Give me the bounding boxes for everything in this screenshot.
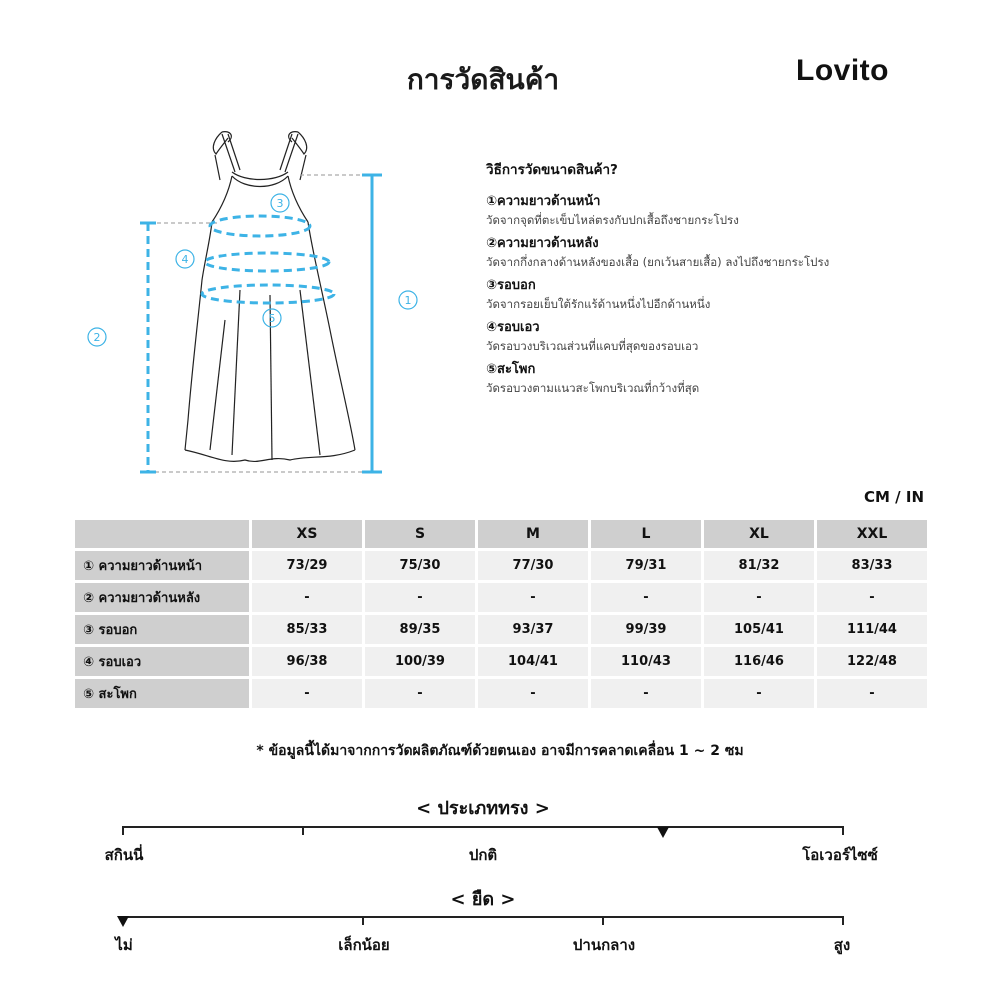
- marker-4: [176, 250, 194, 268]
- marker-1: [399, 291, 417, 309]
- brand-logo: Lovito: [796, 54, 889, 87]
- page-title: การวัดสินค้า: [406, 63, 560, 96]
- stretch-scale-title: < ยืด >: [450, 889, 516, 910]
- fit-scale-tick: [302, 826, 304, 835]
- table-cell: 75/30: [365, 551, 475, 580]
- measurement-lines: [140, 175, 382, 472]
- stretch-scale-tick: [602, 916, 604, 925]
- table-cell: -: [704, 679, 814, 708]
- dress-measurement-illustration: [60, 120, 480, 490]
- marker-2-label: 2: [93, 331, 101, 344]
- table-cell: -: [478, 583, 588, 612]
- row-label: ③ รอบอก: [75, 615, 249, 644]
- size-header: S: [365, 520, 475, 548]
- table-corner: [75, 520, 249, 548]
- instruction-title: ③รอบอก: [486, 278, 536, 293]
- fit-scale-tick: [122, 826, 124, 835]
- instruction-desc: วัดจากรอยเย็บใต้รักแร้ด้านหนึ่งไปอีกด้านหนึ่ง: [486, 297, 711, 311]
- marker-4-label: 4: [181, 253, 189, 266]
- table-cell: 116/46: [704, 647, 814, 676]
- stretch-selected-marker: [117, 916, 129, 927]
- table-cell: 89/35: [365, 615, 475, 644]
- table-cell: 104/41: [478, 647, 588, 676]
- table-cell: 100/39: [365, 647, 475, 676]
- table-cell: -: [365, 583, 475, 612]
- marker-5-label: 5: [268, 312, 276, 325]
- instruction-desc: วัดรอบวงบริเวณส่วนที่แคบที่สุดของรอบเอว: [486, 339, 699, 353]
- row-label: ② ความยาวด้านหลัง: [75, 583, 249, 612]
- table-cell: 122/48: [817, 647, 927, 676]
- unit-label: CM / IN: [864, 488, 924, 506]
- size-header: XS: [252, 520, 362, 548]
- instruction-item: [486, 234, 966, 270]
- guide-lines: [148, 175, 372, 472]
- instruction-item: [486, 276, 966, 312]
- marker-1-label: 1: [404, 294, 412, 307]
- table-cell: 93/37: [478, 615, 588, 644]
- table-row: [75, 615, 927, 644]
- instruction-item: [486, 360, 966, 396]
- instruction-title: ②ความยาวด้านหลัง: [486, 236, 599, 251]
- instruction-title: ⑤สะโพก: [486, 362, 536, 377]
- row-label: ⑤ สะโพก: [75, 679, 249, 708]
- table-cell: -: [817, 679, 927, 708]
- instructions-heading: วิธีการวัดขนาดสินค้า?: [486, 162, 618, 178]
- stretch-label-slight: เล็กน้อย: [338, 936, 390, 954]
- instruction-desc: วัดรอบวงตามแนวสะโพกบริเวณที่กว้างที่สุด: [486, 381, 700, 395]
- fit-scale-title: < ประเภททรง >: [416, 798, 550, 819]
- fit-selected-marker: [657, 827, 669, 838]
- stretch-scale-tick: [842, 916, 844, 925]
- fit-scale-line: [123, 826, 843, 828]
- table-row: [75, 583, 927, 612]
- table-row: [75, 551, 927, 580]
- size-header: M: [478, 520, 588, 548]
- instruction-item: [486, 318, 966, 354]
- stretch-label-high: สูง: [833, 936, 851, 954]
- table-cell: 99/39: [591, 615, 701, 644]
- instruction-item: [486, 192, 966, 228]
- table-cell: 81/32: [704, 551, 814, 580]
- table-cell: 85/33: [252, 615, 362, 644]
- marker-5: [263, 309, 281, 327]
- table-cell: -: [252, 583, 362, 612]
- marker-3: [271, 194, 289, 212]
- marker-2: [88, 328, 106, 346]
- table-cell: 96/38: [252, 647, 362, 676]
- stretch-label-none: ไม่: [115, 936, 133, 954]
- stretch-scale-tick: [362, 916, 364, 925]
- fit-label-regular: ปกติ: [468, 846, 498, 864]
- table-cell: -: [591, 583, 701, 612]
- table-cell: 79/31: [591, 551, 701, 580]
- instruction-desc: วัดจากกึ่งกลางด้านหลังของเสื้อ (ยกเว้นสายเสื้อ) ลงไปถึงชายกระโปรง: [486, 255, 830, 269]
- row-label: ④ รอบเอว: [75, 647, 249, 676]
- instruction-desc: วัดจากจุดที่ตะเข็บไหล่ตรงกับปกเสื้อถึงชายกระโปรง: [486, 213, 739, 227]
- size-header: XL: [704, 520, 814, 548]
- row-label: ① ความยาวด้านหน้า: [75, 551, 249, 580]
- measurement-note: * ข้อมูลนี้ได้มาจากการวัดผลิตภัณฑ์ด้วยตนเอง อาจมีการคลาดเคลื่อน 1 ~ 2 ซม: [256, 743, 744, 759]
- table-cell: -: [478, 679, 588, 708]
- table-cell: -: [252, 679, 362, 708]
- table-cell: -: [365, 679, 475, 708]
- stretch-label-medium: ปานกลาง: [572, 936, 636, 954]
- stretch-scale-line: [123, 916, 843, 918]
- fit-label-skinny: สกินนี่: [104, 846, 144, 864]
- marker-3-label: 3: [276, 197, 284, 210]
- size-header: XXL: [817, 520, 927, 548]
- instruction-title: ①ความยาวด้านหน้า: [486, 194, 601, 209]
- measurement-instructions: [486, 158, 966, 402]
- fit-scale-tick: [842, 826, 844, 835]
- table-cell: 111/44: [817, 615, 927, 644]
- table-cell: -: [704, 583, 814, 612]
- fit-label-oversize: โอเวอร์ไซซ์: [802, 846, 878, 864]
- table-cell: 110/43: [591, 647, 701, 676]
- instruction-title: ④รอบเอว: [486, 320, 540, 335]
- table-cell: -: [817, 583, 927, 612]
- table-cell: 73/29: [252, 551, 362, 580]
- size-header: L: [591, 520, 701, 548]
- table-cell: -: [591, 679, 701, 708]
- size-table: [72, 517, 930, 711]
- table-row: [75, 679, 927, 708]
- table-cell: 83/33: [817, 551, 927, 580]
- table-cell: 77/30: [478, 551, 588, 580]
- table-header-row: [75, 520, 927, 548]
- table-row: [75, 647, 927, 676]
- table-cell: 105/41: [704, 615, 814, 644]
